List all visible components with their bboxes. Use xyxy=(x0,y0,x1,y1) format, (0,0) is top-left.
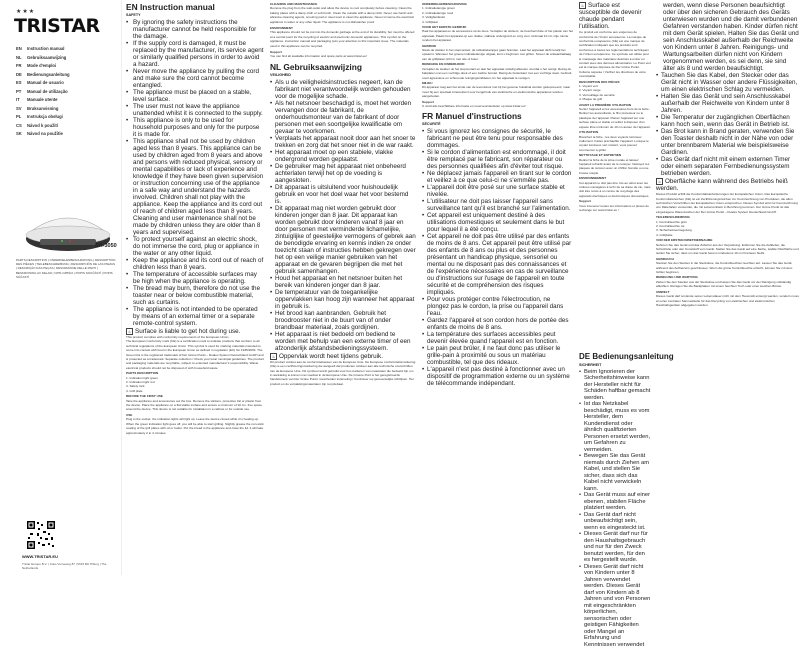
list-item: • Als u de veiligheidsinstructies negeert, kan de fabrikant niet verantwoordelijk worden gehouden voor de mogelijke schade. xyxy=(270,79,416,100)
brand-stars: ★★★ xyxy=(16,9,36,15)
clean-text: Verwijder de stekker uit het stopcontact en laat het apparaat volledig afkoelen voordat u het reinigt. Reinig de bakplaten met een vochtige doek of een zachte borstel. Reinig de buitenkant met een vochtige doek. Gebruik nooit agressieve en schurende reinigingsmiddelen om het apparaat te reinigen. xyxy=(422,66,572,80)
list-item: • L'utilisateur ne doit pas laisser l'appareil sans surveillance tant qu'il est branché sur l'alimentation. xyxy=(422,198,573,212)
parts-item: 2. Indicatielampje rood xyxy=(422,10,454,15)
toc-item[interactable]: PL Instrukcja obsługi xyxy=(16,114,63,119)
section-title-nl: NL Gebruiksaanwijzing xyxy=(270,61,362,72)
list-item: • Cet appareil est uniquement destiné à des utilisations domestiques et seulement dans le but pour lequel il a été conçu. xyxy=(422,212,573,233)
de-section xyxy=(577,352,674,648)
model-number: SA-3050 xyxy=(95,243,117,249)
parts-item: 3. Verrouillage de sécurité xyxy=(579,92,615,97)
clean-text: Ziehen Sie den Stecker aus der Steckdose und lassen Sie das Gerät vor der Reinigung vollständig abkühlen. Reinigen Sie die Backplatten mit einem feuchten Tuch oder einer weichen Bürste. xyxy=(656,279,792,289)
clean-text: Remove the plug from the wall outlet and allow the device to cool completely before cleaning. Clean the baking plates with a damp cloth or soft brush. Clean the outside with a damp cloth. Never use harsh and abrasive cleaning agents, scouring pad or steel wool to clean the appliance. Never immerse the electrical appliance in water or any other liquid. The appliance is not dishwasher proof. xyxy=(270,6,414,24)
list-item: • Das Gerät muss auf einer ebenen, stabilen Fläche platziert werden. xyxy=(579,492,651,512)
list-item: • Das Brot kann in Brand geraten, verwenden Sie den Toaster deshalb nicht in der Nähe von oder unter brennbarem Material wie beispielsweise Gardinen. xyxy=(656,128,799,156)
symbols-text: Dieses Produkt erfüllt die Konformitätsanforderungen der Europäischen Union. Das Europäische Konformitätszeichen (CE) ist ein Zertifizierungszeichen zur Kennzeichnung von Produkten, die allen technischen Vorschriften der Europäischen Union entsprechen. Dieses Symbol wird zur Kennzeichnung von Materialien verwendet, die mit Lebensmitteln in Berührung kommen. Der Grüne Punkt ist das eingetragene Warenzeichen der Der Grüne Punkt – Duales System Deutschland GmbH. xyxy=(656,192,798,214)
parts-item: 3. Sicherheitsverriegelung xyxy=(656,228,692,233)
nl-fr-column xyxy=(420,0,575,575)
toc-item[interactable]: EN Instruction manual xyxy=(16,46,65,51)
use-heading: UTILISATION xyxy=(579,130,599,135)
list-item: • Het apparaat is niet bedoeld om bediend te worden met behulp van een externe timer of een afzonderlijk afstandsbedieningssysteem. xyxy=(270,331,416,352)
support-heading: Support xyxy=(270,50,282,55)
parts-item: 1. Voyant vert xyxy=(579,84,598,89)
list-item: • Gardez l'appareil et son cordon hors de portée des enfants de moins de 8 ans. xyxy=(422,317,573,331)
list-item: • The appliance is not intended to be operated by means of an external timer or a separate remote-control system. xyxy=(126,306,264,327)
parts-item: 4. Grill plate xyxy=(126,388,143,393)
parts-header-multilang: PARTS DESCRIPTION | ONDERDELENBESCHRIJVING | DESCRIPTION DES PIÈCES | TEILEBESCHREIBUNG | DESCRIPCIÓN DE LAS PIEZAS | DESCRIÇÃO DAS PEÇAS | DESCRIZIONE DELLE PARTI | BESKRIVNING AV DELAR | OPIS CZĘŚCI | POPIS SOUČÁSTÍ | POPIS SÚČASTÍ xyxy=(16,258,116,279)
brand-logo: TRISTAR xyxy=(14,15,100,37)
parts-item: 3. Veiligheidsslot xyxy=(422,15,446,20)
env-text: This appliance should not be put into the domestic garbage at the end of its durability, but must be offered at a central point for the recycling of electric and electronic domestic appliances. This symbol on the appliance, instruction manual and packaging puts your attention to this important issue. The materials used in this appliance can be recycled. xyxy=(270,30,415,48)
compliance-text: This product complies with conformity requirements of the European Union. xyxy=(126,334,230,339)
list-item: • Das Gerät darf nicht mit einem externen Timer oder einem separaten Fernbedienungssystem betrieben werden. xyxy=(656,156,799,177)
hot-surface-icon: ♨ xyxy=(657,179,662,184)
list-item: • Dieses Gerät darf nicht von Kindern unter 8 Jahren verwendet werden. Dieses Gerät darf von Kindern ab 8 Jahren und von Personen mit eingeschränkten körperlichen, sensorischen oder geistigen Fähigkeiten oder Mangel an Erfahrung und Kenntnissen verwendet xyxy=(579,564,651,648)
hot-surface-icon: ♨ xyxy=(580,3,585,8)
parts-heading: TEILEBESCHREIBUNG xyxy=(656,215,690,220)
parts-item: 4. Grillplaat xyxy=(422,19,438,24)
safety-list xyxy=(422,128,573,387)
before-heading: VOOR HET EERSTE GEBRUIK xyxy=(422,25,467,30)
parts-item: 4. Grillplatte xyxy=(656,232,673,237)
toc-item[interactable]: NL Gebruiksaanwijzing xyxy=(16,54,67,60)
clean-heading: REINIGING EN ONDERHOUD xyxy=(422,62,465,67)
use-text: Plug in the socket, the indication lights will light up. Leave the device closed while it is heating up. When the green indication light goes off, you will be able to start grilling. Slightly grease the non-stick coating of the grill plates with oil or butter. Put the bread in the appliance and close the lid. It will take approximately 2 to 4 minutes. xyxy=(126,417,264,435)
use-text: Branchez la fiche ; les deux voyants lumineux s'allument. Faites préchauffer l'appareil. Lorsque le voyant lumineux vert s'éteint, vous pouvez commencer à griller. xyxy=(579,134,649,152)
section-title-en: EN Instruction manual xyxy=(126,2,215,12)
safety-heading: VEILIGHEID xyxy=(270,72,291,77)
list-item: • Keep the appliance and its cord out of reach of children less than 8 years. xyxy=(126,257,264,271)
list-item: • The temperature of accessible surfaces may be high when the appliance is operating. xyxy=(126,271,264,285)
list-item: • De gebruiker mag het apparaat niet onbeheerd achterlaten terwijl het op de voeding is aangesloten. xyxy=(270,163,416,184)
support-heading: Support xyxy=(579,199,591,204)
env-heading: ENVIRONMENT xyxy=(270,26,293,31)
list-item: • Ne déplacez jamais l'appareil en tirant sur le cordon et veillez à ce que celui-ci ne s'emmêle pas. xyxy=(422,170,573,184)
list-item: • Als het netsnoer beschadigd is, moet het worden vervangen door de fabrikant, de onderhoudsmonteur van de fabrikant of door personen met een soortgelijke kwalificatie om gevaar te voorkomen. xyxy=(270,100,416,135)
parts-heading: ONDERDELENBESCHRIJVING xyxy=(422,2,467,6)
list-item: • Verplaats het apparaat nooit door aan het snoer te trekken en zorg dat het snoer niet in de war raakt. xyxy=(270,135,416,149)
env-heading: MILIEU xyxy=(422,80,433,85)
before-heading: VOR DER ERSTEN INBETRIEBNAHME xyxy=(656,238,713,243)
safety-list xyxy=(270,79,416,352)
use-heading: USE xyxy=(126,412,133,417)
list-item: • The user must not leave the appliance unattended whilst it is connected to the supply. xyxy=(126,103,264,117)
parts-item: 2. Kontrollleuchte rot xyxy=(656,224,685,229)
symbols-text: Ce produit est conforme aux exigences de conformité de l'Union européenne. La marque de conformité européenne (CE) est une marque de certification indiquant que les produits sont conformes à toutes les réglementations techniques de l'Union européenne. Ce symbole est utilisé pour le marquage des matériaux destinés à entrer en contact avec des denrées alimentaires. Le Point vert est la marque déposée de Der Grüne Punkt. Collecte séparée / Vérifiez les directives de votre municipalité. xyxy=(579,30,651,79)
hot-surface-notice: ♨ Oberfläche kann während des Betriebs heiß werden. xyxy=(656,178,788,193)
language-index xyxy=(16,45,116,139)
env-text: Dieses Gerät darf am Ende seiner Lebensdauer nicht mit dem Hausmüll entsorgt werden, sondern muss an einer zentralen Sammelstelle für das Recycling von elektrischen und elektronischen Haushaltsgeräten abgegeben werden. xyxy=(656,294,799,307)
list-item: • La température des surfaces accessibles peut devenir élevée quand l'appareil est en fonction. xyxy=(422,331,573,345)
list-item: • Dieses Gerät darf nur für den Haushaltsgebrauch und nur für den Zweck benutzt werden, für den es hergestellt wurde. xyxy=(579,531,651,564)
list-item: • Houd het apparaat en het netsnoer buiten het bereik van kinderen jonger dan 8 jaar. xyxy=(270,275,416,289)
safety-list xyxy=(656,72,799,177)
toc-item[interactable]: PT Manual de utilização xyxy=(16,88,68,94)
en-nl-column xyxy=(268,0,418,575)
clean-heading: NETTOYAGE ET ENTRETIEN xyxy=(579,153,622,158)
safety-heading: SAFETY xyxy=(126,13,141,17)
before-text: Take the appliance and accessories out the box. Remove the stickers, protective foil or plastic from the device. Place the appliance on a flat stable surface and ensure a minimum of 10 cm. free space around the device. This device is not suitable for installation in a cabinet or for outside use. xyxy=(126,398,263,412)
list-item: • The appliance must be placed on a stable, level surface. xyxy=(126,89,264,103)
hot-surface-icon: ♨ xyxy=(271,353,276,359)
list-item: • Beim Ignorieren der Sicherheitshinweise kann der Hersteller nicht für Schäden haftbar gemacht werden. xyxy=(579,369,651,402)
section-title-de: DE Bedienungsanleitung xyxy=(579,352,674,361)
list-item: • This appliance is only to be used for household purposes and only for the purpose it is made for. xyxy=(126,117,264,138)
env-text: Dit apparaat mag aan het einde van de levensduur niet bij het gewone huisafval worden gedeponeerd, maar moet bij een speciaal inzamelpunt voor hergebruik van elektrische en elektronische apparatuur worden aangeboden. xyxy=(422,85,571,99)
list-item: • Die Temperatur der zugänglichen Oberflächen kann hoch sein, wenn das Gerät in Betrieb ist. xyxy=(656,114,799,128)
list-item: • L'appareil n'est pas destiné à fonctionner avec un dispositif de programmation externe ou un système de télécommande indépendant. xyxy=(422,366,573,387)
parts-item: 4. Plaque de grill xyxy=(579,97,603,102)
list-item: • De temperatuur van de toegankelijke oppervlakken kan hoog zijn wanneer het apparaat in gebruik is. xyxy=(270,289,416,310)
de-column-continued xyxy=(654,0,802,575)
clean-text: Retirez la fiche de la prise murale et laissez l'appareil refroidir avant de le nettoyer. Nettoyez les plaques de cuisson avec un chiffon humide ou une brosse souple. xyxy=(579,157,650,175)
hot-surface-notice: ♨ Surface is liable to get hot during use. xyxy=(127,327,241,335)
list-item: • If the supply cord is damaged, it must be replaced by the manufacturer, its service agent or similarly qualified persons in order to avoid a hazard. xyxy=(126,40,264,68)
list-item: • Si vous ignorez les consignes de sécurité, le fabricant ne peut être tenu pour responsable des dommages. xyxy=(422,128,573,149)
section-title-fr: FR Manuel d'instructions xyxy=(422,111,522,122)
support-text: You can find all available information and spare parts at www.tristar.eu! xyxy=(270,54,367,59)
toc-item[interactable]: ES Manual de usuario xyxy=(16,80,64,85)
list-item: • Halten Sie das Gerät und sein Anschlusskabel außerhalb der Reichweite von Kindern unter 8 Jahren. xyxy=(656,93,799,114)
list-item: • Pour vous protéger contre l'électrocution, ne plongez pas le cordon, la prise ou l'appareil dans l'eau. xyxy=(422,296,573,317)
list-item: • The bread may burn, therefore do not use the toaster near or below combustible material, such as curtains. xyxy=(126,285,264,306)
list-item: • To protect yourself against an electric shock, do not immerse the cord, plug or appliance in the water or any other liquid. xyxy=(126,236,264,257)
hot-surface-notice: ♨ Surface est susceptible de devenir chaude pendant l'utilisation. xyxy=(579,2,642,31)
safety-heading: SICHERHEIT xyxy=(579,363,602,367)
safety-heading: SÉCURITÉ xyxy=(422,122,441,127)
support-heading: Support xyxy=(422,99,434,104)
safety-list xyxy=(126,19,264,327)
list-item: • By ignoring the safety instructions the manufacturer cannot be held responsible for the damage. xyxy=(126,19,264,40)
env-heading: UMWELT xyxy=(656,289,670,294)
parts-heading: PARTS DESCRIPTION xyxy=(126,371,159,376)
env-text: Cet appareil ne doit pas être mis au rebut avec les ordures ménagères à la fin de sa durée de vie, mais doit être remis à un centre de recyclage des appareils électriques et électroniques domestiques. xyxy=(579,180,651,198)
continued-text: werden, wenn diese Personen beaufsichtigt oder über den sicheren Gebrauch des Geräts unterwiesen wurden und die damit verbundenen Gefahren verstanden haben. Kinder dürfen nicht mit dem Gerät spielen. Halten Sie das Gerät und sein Anschlusskabel außerhalb der Reichweite von Kindern unter 8 Jahren. Reinigungs- und Wartungsarbeiten dürfen nicht von Kindern vorgenommen werden, es sei denn, sie sind älter als 8 und werden beaufsichtigt. xyxy=(663,2,799,72)
toc-item[interactable]: DE Bedienungsanleitung xyxy=(16,71,70,77)
list-item: • L'appareil doit être posé sur une surface stable et nivelée. xyxy=(422,184,573,198)
list-item: • Bewegen Sie das Gerät niemals durch Ziehen am Kabel, und stellen Sie sicher, dass sich das Kabel nicht verwickeln kann. xyxy=(579,453,651,492)
support-text: U vindt alle beschikbare informatie en reserveonderdelen op www.tristar.eu! xyxy=(422,103,526,108)
parts-item: 2. Voyant rouge xyxy=(579,88,601,93)
clean-heading: REINIGUNG UND WARTUNG xyxy=(656,275,698,280)
hot-surface-icon: ♨ xyxy=(127,328,132,334)
parts-item: 1. Indicatielampje groen xyxy=(422,6,455,11)
list-item: • Tauchen Sie das Kabel, den Stecker oder das Gerät nicht in Wasser oder andere Flüssigkeiten, um einen elektrischen Schlag zu vermeiden. xyxy=(656,72,799,93)
cover-sidebar xyxy=(0,0,122,575)
company-address: Tristar Europe B.V. | Jules Verneweg 87 | 5015 BH Tilburg | The Netherlands xyxy=(22,562,107,570)
toc-item[interactable]: SK Návod na použitie xyxy=(16,131,63,136)
parts-item: 2. Indication light red xyxy=(126,380,155,385)
list-item: • This appliance shall not be used by children aged less than 8 years. This appliance can be used by children aged from 8 years and above and persons with reduced physical, sensory or mental capabilities or lack of experience and knowledge if they have been given supervision or instruction concerning use of the appliance in a safe way and understand the hazards involved. Children shall not play with the appliance. Keep the appliance and its cord out of reach of children aged less than 8 years. Cleaning and user maintenance shall not be made by children unless they are older than 8 years and supervised. xyxy=(126,138,264,236)
parts-heading: DESCRIPTION DES PIÈCES xyxy=(579,79,620,84)
clean-heading: CLEANING AND MAINTENANCE xyxy=(270,2,318,6)
toc-item[interactable]: IT Manuale utente xyxy=(16,97,58,102)
website-url: WWW.TRISTAR.EU xyxy=(22,554,58,559)
before-text: Nehmen Sie das Gerät und das Zubehör aus der Verpackung. Entfernen Sie die Aufkleber, die Schutzfolie oder den Kunststoff vom Gerät. Stellen Sie das Gerät auf eine flache, stabile Oberfläche und stellen Sie sicher, dass um das Gerät herum mindestens 10 cm Freiraum bleibt. xyxy=(656,242,799,256)
parts-item: 1. Kontrollleuchte grün xyxy=(656,219,687,224)
list-item: • Never move the appliance by pulling the cord and make sure the cord cannot become entangled. xyxy=(126,68,264,89)
list-item: • Ist das Netzkabel beschädigt, muss es vom Hersteller, dem Kundendienst oder ähnlich qualifizierten Personen ersetzt werden, um Gefahren zu vermeiden. xyxy=(579,401,651,453)
list-item: • Het brood kan aanbranden. Gebruik het broodrooster niet in de buurt van of onder brandbaar materiaal, zoals gordijnen. xyxy=(270,310,416,331)
toc-item[interactable]: CS Návod k použití xyxy=(16,122,58,128)
before-text: Sortez l'appareil et les accessoires hors de la boîte. Retirez les autocollants, le film protecteur ou le plastique de l'appareil. Placez l'appareil sur une surface plane et stable et veillez à disposer d'un espace libre minimum de 10 cm autour de l'appareil. xyxy=(579,107,651,129)
before-heading: BEFORE THE FIRST USE xyxy=(126,394,163,399)
use-text: Steek de stekker in het stopcontact, de indicatielampjes gaan branden. Laat het apparaat dicht terwijl het opwarmt. Wanneer het groene indicatielampje uitgaat, kunt u beginnen met grillen. Smeer de antiaanbaklaag van de grillplaten licht in met olie of boter. xyxy=(422,48,571,61)
toc-item[interactable]: FR Mode d'emploi xyxy=(16,63,57,68)
symbols-text: The European Conformity mark (CE) is a certification mark to indicate products that conform to all technical regulations of the European Union. This symbol is used for marking materials intended to come into contact with food in the European Union as defined in regulation (EC) No 1935/2004. The Green Dot is the registered trademark of Der Grüne Punkt – Duales System Deutschland GmbH and is protected as a trademark. Separate collection / Check your local municipal guidelines. The product and packaging materials are recyclable, subject to extended manufacturer's responsibility. Waste electrical products should not be disposed of with household waste. xyxy=(126,339,264,370)
parts-item: 3. Safety lock xyxy=(126,384,145,389)
symbols-text: Dit product voldoet aan de conformiteitseisen van de Europese Unie. De Europese conformiteitsmarkering (CE) is een certificeringsmarkering die aangeeft dat producten voldoen aan alle technische voorschriften van de Europese Unie. Dit symbool wordt gebruikt voor het markeren van materialen die bedoeld zijn om in aanraking te komen met voedsel in de Europese Unie. De Groene Punt is het geregistreerde handelsmerk van Der Grüne Punkt. Gescheiden inzameling / Controleer uw gemeentelijke richtlijnen. Het product en de verpakkingsmaterialen zijn recyclebaar. xyxy=(270,359,416,386)
list-item: • Si le cordon d'alimentation est endommagé, il doit être remplacé par le fabricant, son réparateur ou des personnes qualifiées afin d'éviter tout risque. xyxy=(422,149,573,170)
before-text: Haal het apparaat en de accessoires uit de doos. Verwijder de stickers, de beschermfolie of het plastic van het apparaat. Plaats het apparaat op een vlakke, stabiele ondergrond en zorg voor minimaal 10 cm vrije ruimte rondom het apparaat. xyxy=(422,29,573,43)
list-item: • Cet appareil ne doit pas être utilisé par des enfants de moins de 8 ans. Cet appareil peut être utilisé par des enfants de 8 ans ou plus et des personnes présentant un handicap physique, sensoriel ou mental ou ne disposant pas des connaissances et de l'expérience nécessaires en cas de surveillance ou d'instructions sur l'usage de l'appareil en toute sécurité et de compréhension des risques impliqués. xyxy=(422,233,573,296)
use-heading: GEBRAUCH xyxy=(656,256,674,261)
use-heading: GEBRUIK xyxy=(422,43,437,48)
hot-surface-notice: ♨ Oppervlak wordt heet tijdens gebruik. xyxy=(271,352,383,360)
before-heading: AVANT LA PREMIÈRE UTILISATION xyxy=(579,102,632,107)
parts-item: 1. Indication light green xyxy=(126,375,158,380)
use-text: Stecken Sie den Stecker in die Steckdose, die Kontrollleuchten leuchten auf. Lassen Sie das Gerät während des Aufheizens geschlossen. Wenn die grüne Kontrollleuchte erlischt, können Sie mit dem Grillen beginnen. xyxy=(656,261,793,275)
safety-list xyxy=(579,369,651,648)
support-text: Vous trouverez toutes les informations et pièces de rechange sur www.tristar.eu ! xyxy=(579,203,649,213)
env-heading: ENVIRONNEMENT xyxy=(579,176,607,181)
list-item: • Het apparaat moet op een stabiele, vlakke ondergrond worden geplaatst. xyxy=(270,149,416,163)
toc-item[interactable]: SV Bruksanvisning xyxy=(16,105,59,111)
list-item: • Le pain peut brûler, il ne faut donc pas utiliser le grille-pain à proximité ou sous un matériau combustible, tel que des rideaux. xyxy=(422,345,573,366)
en-column xyxy=(124,0,266,575)
qr-code xyxy=(26,520,56,550)
list-item: • Das Gerät darf nicht unbeaufsichtigt sein, wenn es eingesteckt ist. xyxy=(579,512,651,532)
list-item: • Dit apparaat is uitsluitend voor huishoudelijk gebruik en voor het doel waar het voor bestemd is. xyxy=(270,184,416,205)
list-item: • Dit apparaat mag niet worden gebruikt door kinderen jonger dan 8 jaar. Dit apparaat kan worden gebruikt door kinderen vanaf 8 jaar en door personen met verminderde lichamelijke, zintuiglijke of geestelijke vermogens of gebrek aan de benodigde ervaring en kennis indien ze onder toezicht staan of instructies hebben gekregen over het op een veilige manier gebruiken van het apparaat en de gevaren begrijpen die met het gebruik samenhangen. xyxy=(270,205,416,275)
